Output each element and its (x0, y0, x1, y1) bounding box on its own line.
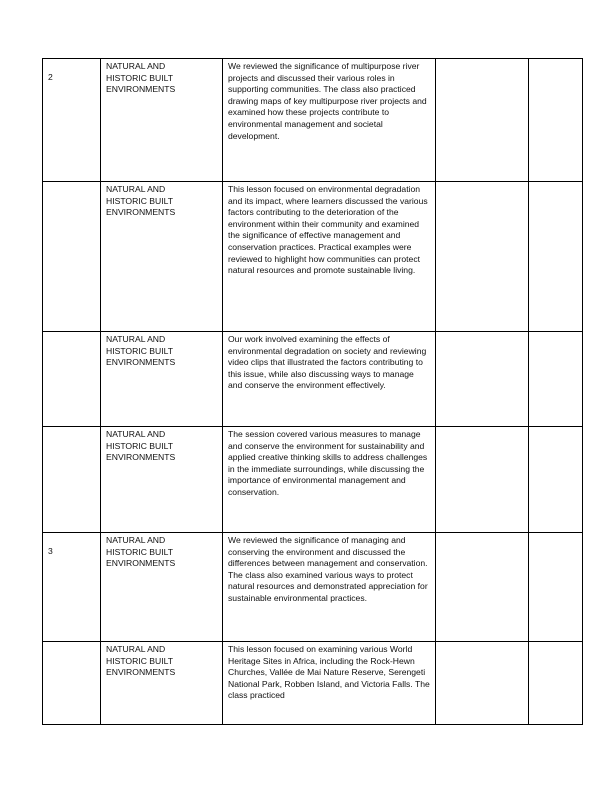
strand-line: HISTORIC BUILT (106, 440, 174, 451)
description-cell: This lesson focused on examining various World Heritage Sites in Africa, including the Rock-Hewn Churches, Vallée de Mai Nature Reserve, Serengeti National Park, Robben Island, and Victoria Falls. The class practiced (223, 642, 436, 725)
strand-line: NATURAL AND (106, 61, 166, 71)
empty-cell (436, 642, 529, 725)
week-cell (43, 642, 101, 725)
strand-cell (101, 332, 223, 427)
strand-line: ENVIRONMENTS (106, 667, 176, 678)
empty-cell (436, 533, 529, 642)
strand-cell (101, 182, 223, 332)
week-number: 2 (48, 72, 53, 82)
empty-cell (529, 642, 583, 725)
table-row (43, 182, 583, 332)
empty-cell (436, 59, 529, 182)
description-cell: Our work involved examining the effects of environmental degradation on society and reviewing video clips that illustrated the factors contributing to this issue, while also discussing ways to manage and conserve the environment effectively. (223, 332, 436, 427)
table-row (43, 332, 583, 427)
table-row (43, 427, 583, 533)
strand-line: HISTORIC BUILT (106, 546, 174, 557)
empty-cell (436, 182, 529, 332)
strand-cell (101, 642, 223, 725)
strand-line: NATURAL AND (106, 644, 166, 654)
week-cell (43, 427, 101, 533)
week-cell (43, 59, 101, 182)
empty-cell (529, 59, 583, 182)
strand-line: ENVIRONMENTS (106, 558, 176, 569)
description-cell: We reviewed the significance of multipurpose river projects and discussed their various roles in supporting communities. The class also practiced drawing maps of key multipurpose river projects and examined how these projects contribute to environmental management and societal development. (223, 59, 436, 182)
strand-line: NATURAL AND (106, 184, 166, 194)
strand-line: HISTORIC BUILT (106, 72, 174, 83)
description-cell: This lesson focused on environmental degradation and its impact, where learners discussed the various factors contributing to the deterioration of the environment within their community and examined the significance of effective management and conservation practices. Practical examples were reviewed to highlight how communities can protect natural resources and promote sustainable living. (223, 182, 436, 332)
table-row (43, 59, 583, 182)
table-row (43, 533, 583, 642)
week-cell (43, 182, 101, 332)
strand-cell (101, 533, 223, 642)
strand-line: NATURAL AND (106, 429, 166, 439)
table-row (43, 642, 583, 725)
week-cell (43, 533, 101, 642)
description-cell: The session covered various measures to manage and conserve the environment for sustainability and applied creative thinking skills to address challenges in the immediate surroundings, while discussing the importance of environmental management and conservation. (223, 427, 436, 533)
strand-line: ENVIRONMENTS (106, 452, 176, 463)
strand-cell (101, 59, 223, 182)
lesson-log-table (42, 58, 583, 725)
strand-line: NATURAL AND (106, 334, 166, 344)
strand-cell (101, 427, 223, 533)
strand-line: ENVIRONMENTS (106, 84, 176, 95)
strand-line: HISTORIC BUILT (106, 655, 174, 666)
empty-cell (436, 427, 529, 533)
strand-line: ENVIRONMENTS (106, 357, 176, 368)
week-cell (43, 332, 101, 427)
description-cell: We reviewed the significance of managing and conserving the environment and discussed the differences between management and conservation. The class also examined various ways to protect natural resources and demonstrated appreciation for sustainable environmental practices. (223, 533, 436, 642)
strand-line: HISTORIC BUILT (106, 345, 174, 356)
strand-line: HISTORIC BUILT (106, 195, 174, 206)
empty-cell (529, 533, 583, 642)
empty-cell (529, 182, 583, 332)
empty-cell (529, 332, 583, 427)
empty-cell (529, 427, 583, 533)
week-number: 3 (48, 546, 53, 556)
strand-line: ENVIRONMENTS (106, 207, 176, 218)
strand-line: NATURAL AND (106, 535, 166, 545)
empty-cell (436, 332, 529, 427)
